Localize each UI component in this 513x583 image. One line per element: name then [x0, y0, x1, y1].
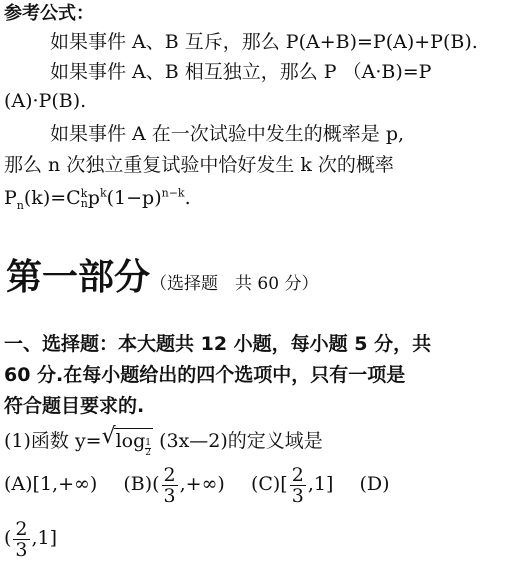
option-b-den: 3	[163, 484, 176, 507]
option-b-pre: (B)(	[123, 473, 160, 495]
option-d-pre: (	[4, 527, 12, 549]
formula-c-sup: k	[80, 187, 88, 200]
reference-line-5: 那么 n 次独立重复试验中恰好发生 k 次的概率	[4, 154, 394, 176]
sqrt-sign: √	[101, 424, 116, 449]
option-d-post: ,1]	[31, 527, 58, 549]
formula-c-sub: n	[80, 197, 88, 210]
formula-p2: p	[87, 187, 100, 209]
section-title: 第一部分	[6, 257, 151, 298]
option-d-den: 3	[15, 538, 28, 561]
formula-nk-sup: n−k	[161, 186, 185, 200]
formula-tail: (1−p)	[106, 187, 162, 209]
question-1-options	[4, 462, 390, 506]
reference-title: 参考公式：	[4, 3, 94, 24]
formula-end: .	[184, 187, 191, 209]
option-d-num: 2	[15, 517, 28, 540]
part1-line-1: 一、选择题：本大题共 12 小题，每小题 5 分，共	[4, 333, 432, 355]
sqrt-expression	[101, 424, 153, 458]
question-1-stem	[4, 424, 323, 458]
question-prefix: (1)函数 y=	[4, 430, 102, 452]
option-b-fraction	[162, 465, 178, 506]
option-c-num: 2	[291, 463, 304, 486]
formula-p: P	[4, 187, 17, 209]
option-b-num: 2	[163, 463, 176, 486]
reference-line-3: (A)·P(B).	[4, 90, 87, 112]
formula-p-sup: k	[99, 186, 107, 200]
reference-line-2: 如果事件 A、B 相互独立，那么 P （A·B)=P	[50, 61, 432, 83]
binomial-formula	[4, 186, 191, 210]
sqrt-radicand	[114, 428, 153, 458]
option-d-label: (D)	[359, 473, 390, 495]
option-d-fraction	[13, 519, 29, 560]
option-a: (A)[1,+∞)	[4, 473, 98, 495]
option-c-fraction	[290, 465, 306, 506]
section-subtitle: （选择题 共 60 分）	[150, 274, 319, 294]
part1-line-2: 60 分.在每小题给出的四个选项中，只有一项是	[4, 364, 406, 386]
option-c-den: 3	[291, 484, 304, 507]
reference-line-4: 如果事件 A 在一次试验中发生的概率是 p,	[50, 123, 405, 145]
question-arg: (3x—2)的定义域是	[159, 430, 323, 452]
option-c-post: ,1]	[307, 473, 334, 495]
log-base-den: 2	[145, 448, 152, 458]
log-text: log	[115, 430, 146, 452]
formula-k-arg: (k)=C	[23, 187, 81, 209]
log-base	[145, 439, 151, 458]
question-1-option-d	[4, 516, 57, 560]
option-b-post: ,+∞)	[179, 473, 225, 495]
formula-n-sub: n	[16, 198, 24, 212]
formula-c-scripts	[81, 189, 88, 209]
reference-line-1: 如果事件 A、B 互斥，那么 P(A+B)=P(A)+P(B).	[50, 31, 478, 53]
section-heading	[6, 258, 318, 298]
log-base-num: 1	[145, 438, 152, 448]
part1-line-3: 符合题目要求的.	[4, 395, 145, 417]
option-c-pre: (C)[	[250, 473, 288, 495]
